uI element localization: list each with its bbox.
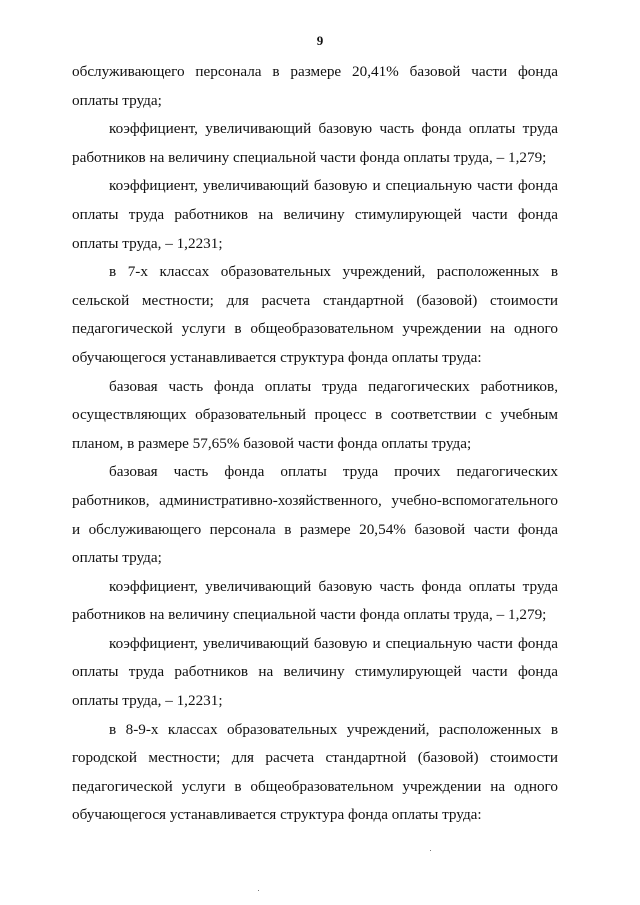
page-number: 9 — [316, 33, 324, 48]
scan-speck — [258, 890, 259, 891]
paragraph-grade-8-9-urban: в 8-9-х классах образовательных учреждений, расположенных в городской местности; для расчета стандартной (базовой) стоимости педагогической услуги в общеобразовательном учреждении на одного обучающегося устанавливается структура фонда оплаты труда: — [72, 720, 558, 824]
paragraph-base-other-staff: базовая часть фонда оплаты труда прочих педагогических работников, административно-хозяйственного, учебно-вспомогательного и обслуживающего персонала в размере 20,54% базовой части фонда оплаты труда; — [72, 463, 558, 567]
scan-speck — [430, 850, 431, 851]
paragraph-coefficient-special-2: коэффициент, увеличивающий базовую часть фонда оплаты труда работников на величину специальной части фонда оплаты труда, – 1,279; — [72, 577, 558, 624]
paragraph-base-pedagogical: базовая часть фонда оплаты труда педагогических работников, осуществляющих образовательный процесс в соответствии с учебным планом, в размере 57,65% базовой части фонда оплаты труда; — [72, 377, 558, 452]
paragraph-continuation: обслуживающего персонала в размере 20,41% базовой части фонда оплаты труда; — [72, 63, 558, 109]
paragraph-coefficient-special: коэффициент, увеличивающий базовую часть фонда оплаты труда работников на величину специальной части фонда оплаты труда, – 1,279; — [72, 120, 558, 166]
paragraph-coefficient-stimulating: коэффициент, увеличивающий базовую и специальную части фонда оплаты труда работников на величину стимулирующей части фонда оплаты труда, – 1,2231; — [72, 177, 558, 252]
document-body — [72, 58, 558, 830]
paragraph-grade-7-rural: в 7-х классах образовательных учреждений, расположенных в сельской местности; для расчета стандартной (базовой) стоимости педагогической услуги в общеобразовательном учреждении на одного обучающегося устанавливается структура фонда оплаты труда: — [72, 263, 558, 366]
paragraph-coefficient-stimulating-2: коэффициент, увеличивающий базовую и специальную части фонда оплаты труда работников на величину стимулирующей части фонда оплаты труда, – 1,2231; — [72, 634, 558, 710]
